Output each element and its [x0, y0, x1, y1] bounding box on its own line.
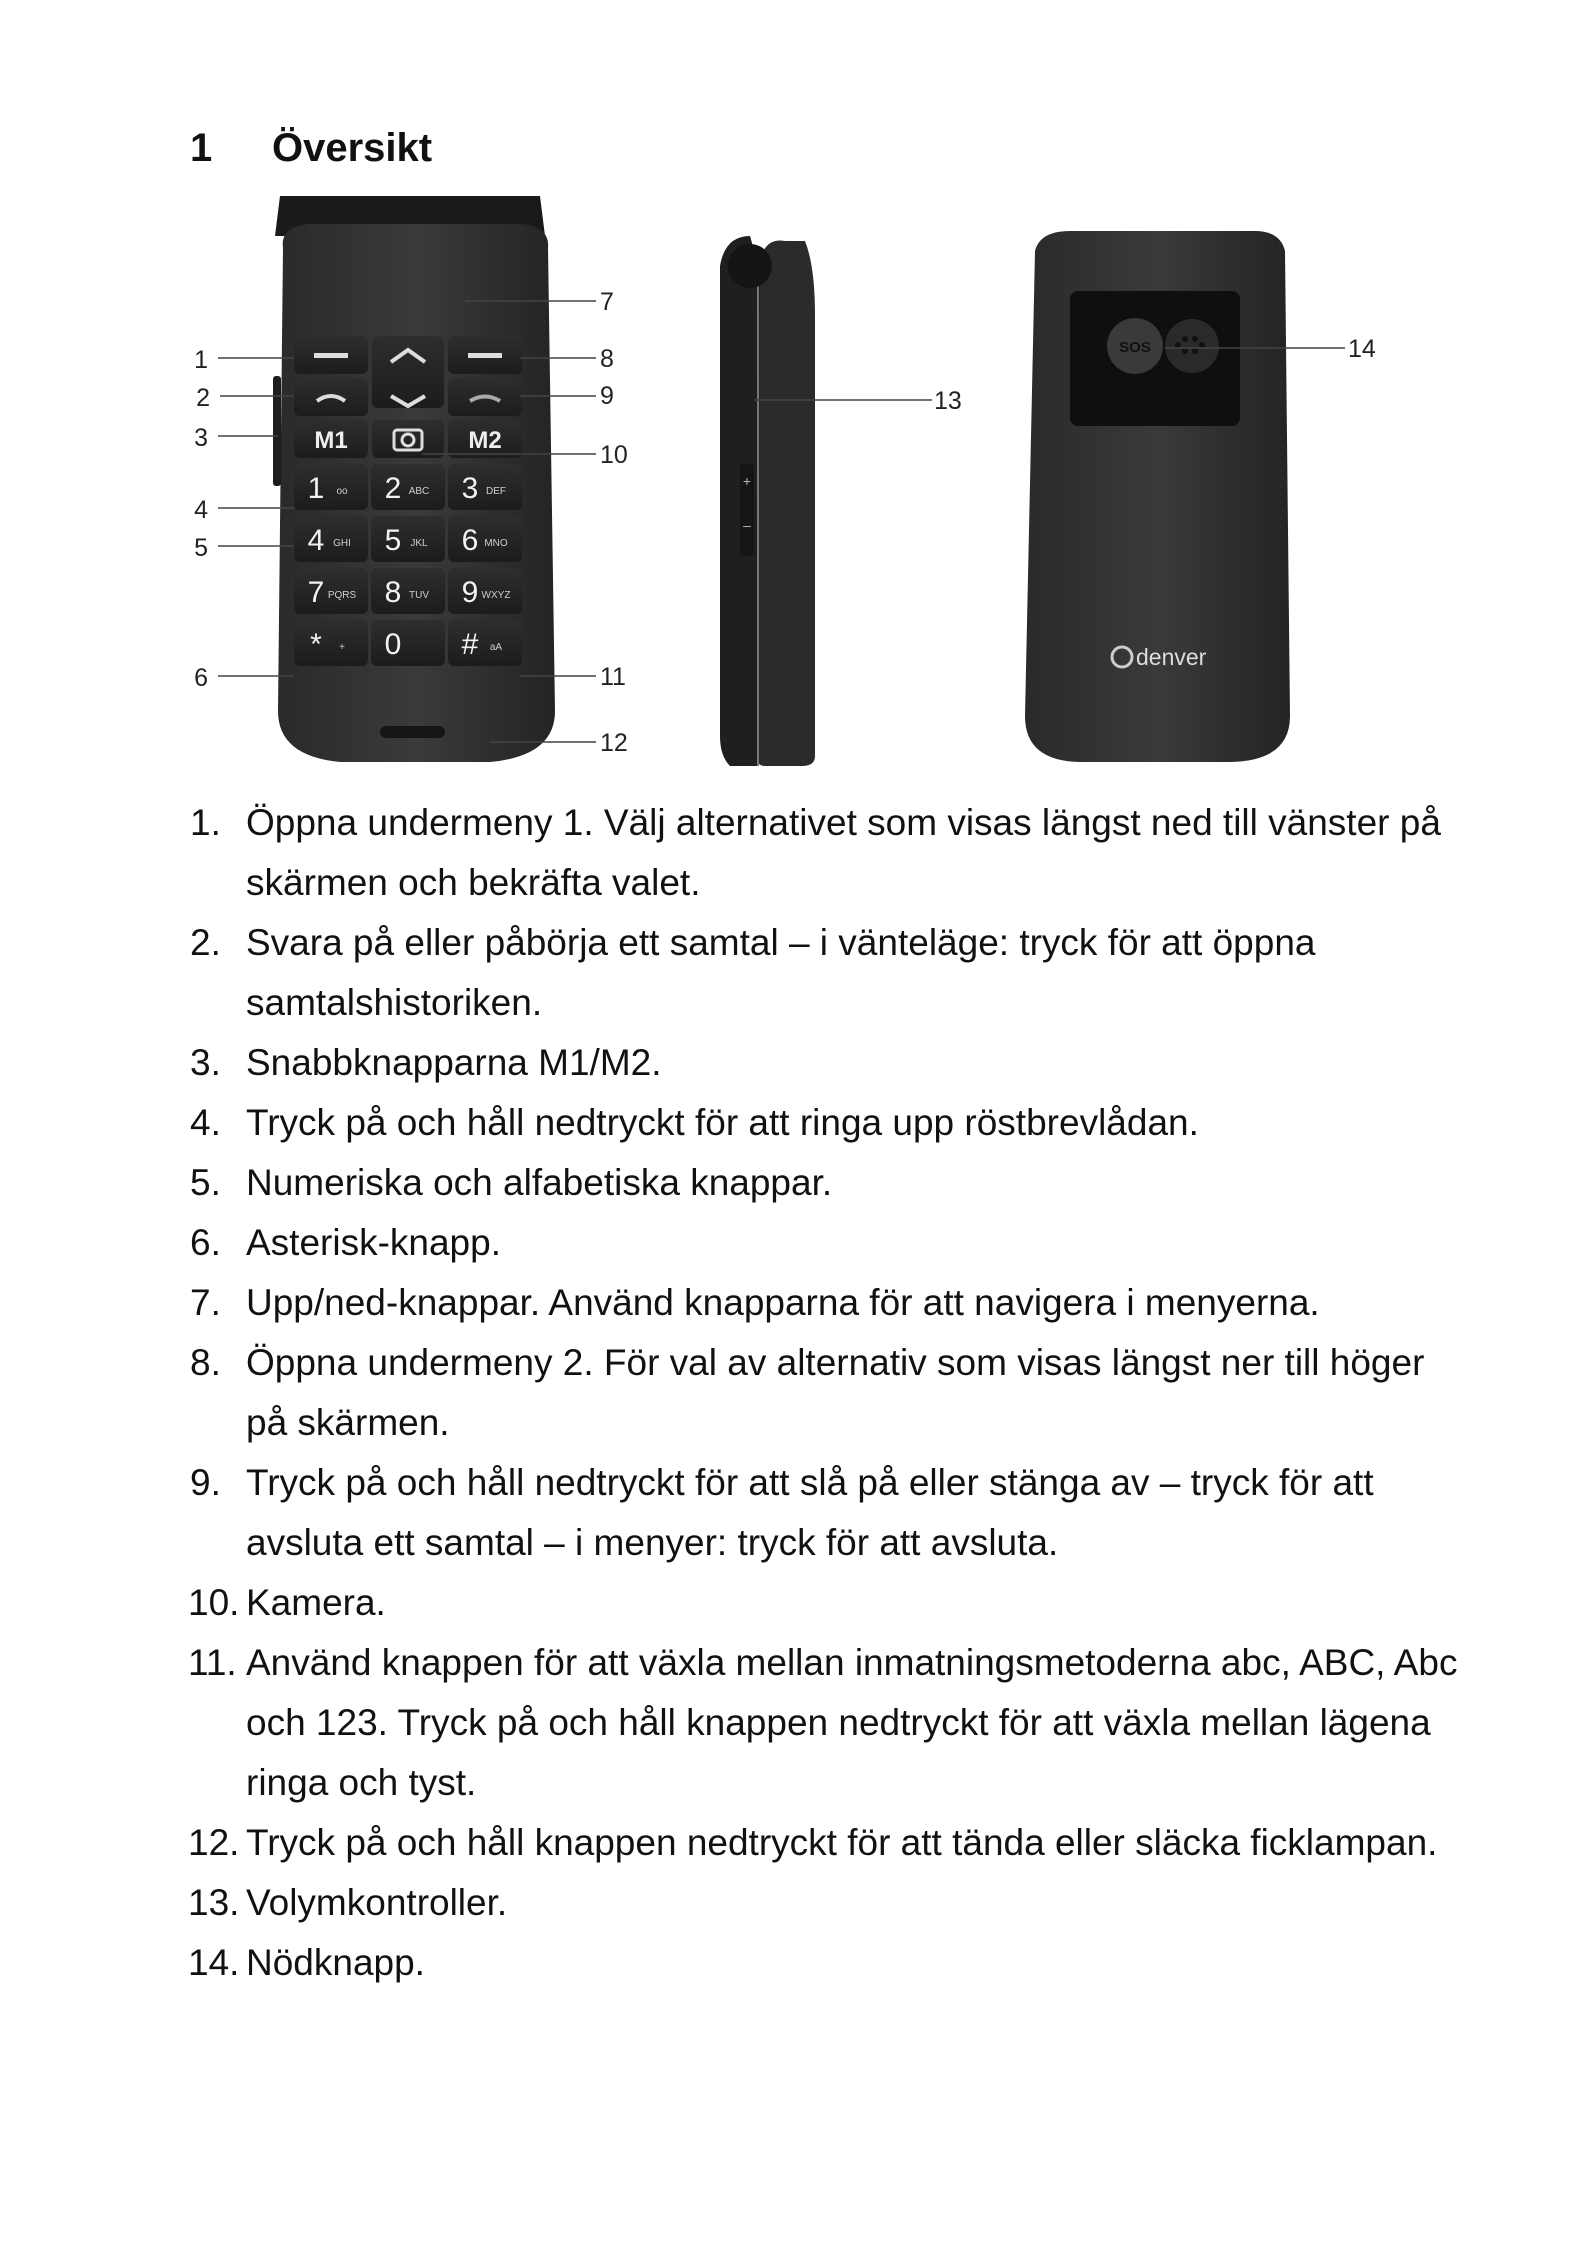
section-title: Översikt	[272, 126, 433, 170]
digit-key-letters: PQRS	[327, 590, 357, 601]
digit-key-letters: +	[339, 642, 345, 653]
digit-key-label: #	[461, 628, 479, 661]
digit-key-label: 5	[384, 524, 402, 557]
phone-back	[1025, 231, 1290, 762]
digit-key-label: 7	[307, 576, 325, 609]
phone-overview-figure	[190, 196, 1440, 771]
list-item-text: Nödknapp.	[246, 1942, 425, 1983]
list-item-number: 9.	[190, 1462, 221, 1503]
digit-key-letters: TUV	[409, 590, 429, 601]
phone-illustration	[190, 196, 1440, 771]
m1-key-label: M1	[314, 427, 348, 454]
digit-key	[294, 516, 368, 562]
list-item	[190, 1033, 1460, 1093]
callout-2: 2	[196, 384, 210, 412]
digit-key-label: 3	[461, 472, 479, 505]
list-item	[190, 1273, 1460, 1333]
list-item-text: Kamera.	[246, 1582, 386, 1623]
list-item-text: Använd knappen för att växla mellan inmatningsmetoderna abc, ABC, Abc och 123. Tryck på och håll knappen nedtryckt för att växla mellan lägena ringa och tyst.	[246, 1642, 1458, 1803]
digit-key-label: *	[310, 628, 322, 661]
list-item-text: Öppna undermeny 1. Välj alternativet som visas längst ned till vänster på skärmen och bekräfta valet.	[246, 802, 1441, 903]
digit-key-label: 0	[384, 628, 402, 661]
list-item-number: 11.	[188, 1642, 237, 1683]
list-item-text: Tryck på och håll nedtryckt för att slå på eller stänga av – tryck för att avsluta ett samtal – i menyer: tryck för att avsluta.	[246, 1462, 1374, 1563]
list-item-text: Volymkontroller.	[246, 1882, 508, 1923]
list-item-text: Numeriska och alfabetiska knappar.	[246, 1162, 833, 1203]
menu-dash-icon	[468, 353, 502, 358]
digit-key	[294, 464, 368, 510]
callout-1: 1	[194, 346, 208, 374]
digit-key-letters: MNO	[484, 538, 508, 549]
list-item-text: Upp/ned-knappar. Använd knapparna för att navigera i menyerna.	[246, 1282, 1320, 1323]
phone-side	[720, 236, 815, 766]
digit-key-letters: ᴏᴏ	[336, 486, 348, 497]
digit-key-letters: WXYZ	[481, 590, 511, 601]
list-item-text: Tryck på och håll nedtryckt för att ringa upp röstbrevlådan.	[246, 1102, 1199, 1143]
menu-dash-icon	[314, 353, 348, 358]
volume-plus-label: +	[742, 473, 752, 489]
list-item	[190, 1633, 1460, 1813]
list-item-text: Svara på eller påbörja ett samtal – i vänteläge: tryck för att öppna samtalshistoriken.	[246, 922, 1316, 1023]
list-item-number: 8.	[190, 1342, 221, 1383]
list-item	[190, 913, 1460, 1033]
list-item	[190, 1813, 1460, 1873]
callout-4: 4	[194, 496, 208, 524]
digit-key-label: 8	[384, 576, 402, 609]
digit-key	[371, 620, 445, 666]
list-item	[190, 1153, 1460, 1213]
section-number: 1	[190, 126, 213, 170]
list-item-text: Öppna undermeny 2. För val av alternativ som visas längst ner till höger på skärmen.	[246, 1342, 1425, 1443]
feature-list	[190, 793, 1460, 1993]
callout-14: 14	[1348, 335, 1376, 363]
list-item-number: 5.	[190, 1162, 221, 1203]
digit-key-letters: GHI	[333, 538, 351, 549]
list-item-number: 14.	[188, 1942, 240, 1983]
speaker-grille	[1165, 319, 1219, 373]
callout-9: 9	[600, 382, 614, 410]
brand-label: denver	[1136, 644, 1207, 670]
list-item	[190, 1333, 1460, 1453]
list-item-number: 7.	[190, 1282, 221, 1323]
digit-key	[371, 516, 445, 562]
list-item-number: 1.	[190, 802, 221, 843]
list-item-number: 4.	[190, 1102, 221, 1143]
list-item	[190, 1933, 1460, 1993]
digit-key-label: 4	[307, 524, 325, 557]
list-item	[190, 1093, 1460, 1153]
callout-12: 12	[600, 729, 628, 757]
callout-7: 7	[600, 288, 614, 316]
digit-key-label: 2	[384, 472, 402, 505]
list-item-number: 10.	[188, 1582, 240, 1623]
phone-front	[273, 196, 555, 762]
callout-10: 10	[600, 441, 628, 469]
list-item-number: 12.	[188, 1822, 240, 1863]
list-item-text: Snabbknapparna M1/M2.	[246, 1042, 662, 1083]
callout-3: 3	[194, 424, 208, 452]
callout-13: 13	[934, 387, 962, 415]
section-heading	[190, 126, 432, 171]
list-item	[190, 1213, 1460, 1273]
list-item-text: Tryck på och håll knappen nedtryckt för att tända eller släcka ficklampan.	[246, 1822, 1438, 1863]
digit-key-letters: DEF	[486, 486, 506, 497]
digit-key	[371, 568, 445, 614]
list-item-text: Asterisk-knapp.	[246, 1222, 501, 1263]
digit-key-letters: ABC	[408, 486, 430, 497]
digit-key	[294, 620, 368, 666]
digit-key	[448, 464, 522, 510]
callout-8: 8	[600, 345, 614, 373]
digit-key-label: 6	[461, 524, 479, 557]
m2-key-label: M2	[468, 427, 502, 454]
sos-label: SOS	[1119, 339, 1151, 356]
list-item-number: 3.	[190, 1042, 221, 1083]
digit-key	[448, 620, 522, 666]
digit-key-label: 1	[307, 472, 325, 505]
callout-5: 5	[194, 534, 208, 562]
digit-key-letters: aA	[489, 642, 503, 653]
callout-6: 6	[194, 664, 208, 692]
callout-11: 11	[600, 663, 626, 691]
list-item	[190, 793, 1460, 913]
list-item	[190, 1873, 1460, 1933]
list-item	[190, 1573, 1460, 1633]
digit-key-label: 9	[461, 576, 479, 609]
list-item-number: 6.	[190, 1222, 221, 1263]
list-item	[190, 1453, 1460, 1573]
list-item-number: 2.	[190, 922, 221, 963]
list-item-number: 13.	[188, 1882, 240, 1923]
volume-minus-label: –	[743, 517, 751, 533]
digit-key-letters: JKL	[410, 538, 428, 549]
